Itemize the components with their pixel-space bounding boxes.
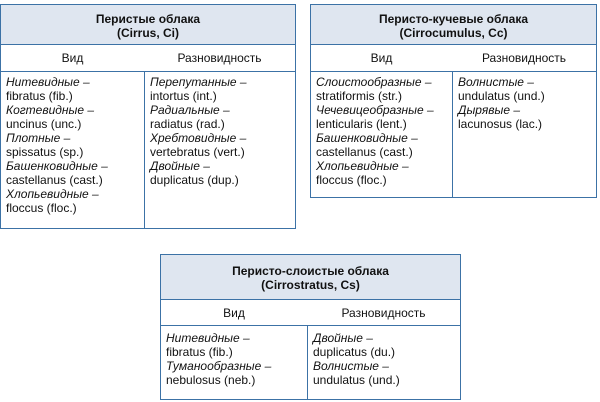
cirrostratus-column-headers xyxy=(161,300,460,326)
list-item: Волнистые – undulatus (und.) xyxy=(313,359,400,387)
list-item: Хребтовидные – vertebratus (vert.) xyxy=(150,131,247,159)
cirrus-species-cell xyxy=(1,72,144,229)
list-item: Дырявые – lacunosus (lac.) xyxy=(458,103,543,131)
cirrocumulus-col-species: Вид xyxy=(370,51,393,65)
cirrostratus-table-body xyxy=(161,326,460,400)
cirrus-col-species: Вид xyxy=(61,51,84,65)
cirrocumulus-species-cell xyxy=(311,72,452,198)
list-item: Перепутанные – intortus (int.) xyxy=(150,75,247,103)
cirrostratus-table xyxy=(160,254,461,400)
cirrocumulus-variety-cell xyxy=(452,72,596,198)
cirrostratus-species-cell xyxy=(161,326,307,400)
cirrus-title-ru: Перистые облака xyxy=(95,12,201,26)
list-item: Хлопьевидные – floccus (floc.) xyxy=(316,159,409,187)
list-item: Туманообразные – nebulosus (neb.) xyxy=(166,359,272,387)
list-item: Хлопьевидные – floccus (floc.) xyxy=(6,187,99,215)
cirrostratus-title-lat: (Cirrostratus, Cs) xyxy=(261,278,360,292)
cirrostratus-col-species: Вид xyxy=(223,305,245,320)
cirrus-column-headers xyxy=(1,45,295,72)
cirrocumulus-title-ru: Перисто-кучевые облака xyxy=(378,12,529,26)
cirrocumulus-table xyxy=(310,4,597,198)
cirrus-table xyxy=(0,4,296,229)
cirrostratus-table-header xyxy=(161,255,460,300)
list-item: Нитевидные – fibratus (fib.) xyxy=(6,75,90,103)
list-item: Плотные – spissatus (sp.) xyxy=(6,131,84,159)
list-item: Двойные – duplicatus (du.) xyxy=(313,331,396,359)
cirrocumulus-column-headers xyxy=(311,45,596,72)
list-item: Радиальные – radiatus (rad.) xyxy=(150,103,230,131)
list-item: Когтевидные – uncinus (unc.) xyxy=(6,103,95,131)
cirrocumulus-table-body xyxy=(311,72,596,198)
cirrostratus-variety-cell xyxy=(307,326,460,400)
cirrus-col-variety: Разновидность xyxy=(177,51,262,65)
cirrostratus-col-variety: Разновидность xyxy=(341,305,426,320)
list-item: Двойные – duplicatus (dup.) xyxy=(150,159,239,187)
cirrocumulus-title-lat: (Cirrocumulus, Cc) xyxy=(399,26,508,40)
cirrocumulus-col-variety: Разновидность xyxy=(481,51,567,65)
list-item: Башенковидные – castellanus (cast.) xyxy=(6,159,108,187)
cirrus-title-lat: (Cirrus, Ci) xyxy=(116,26,179,40)
cirrus-table-header xyxy=(1,5,295,45)
cirrocumulus-table-header xyxy=(311,5,596,45)
cirrus-variety-cell xyxy=(144,72,295,229)
list-item: Слоистообразные – stratiformis (str.) xyxy=(316,75,432,103)
cirrostratus-title-ru: Перисто-слоистые облака xyxy=(232,264,389,278)
list-item: Чечевицеобразные – lenticularis (lent.) xyxy=(316,103,434,131)
list-item: Башенковидные – castellanus (cast.) xyxy=(316,131,418,159)
list-item: Нитевидные – fibratus (fib.) xyxy=(166,331,250,359)
cirrus-table-body xyxy=(1,72,295,229)
list-item: Волнистые – undulatus (und.) xyxy=(458,75,545,103)
